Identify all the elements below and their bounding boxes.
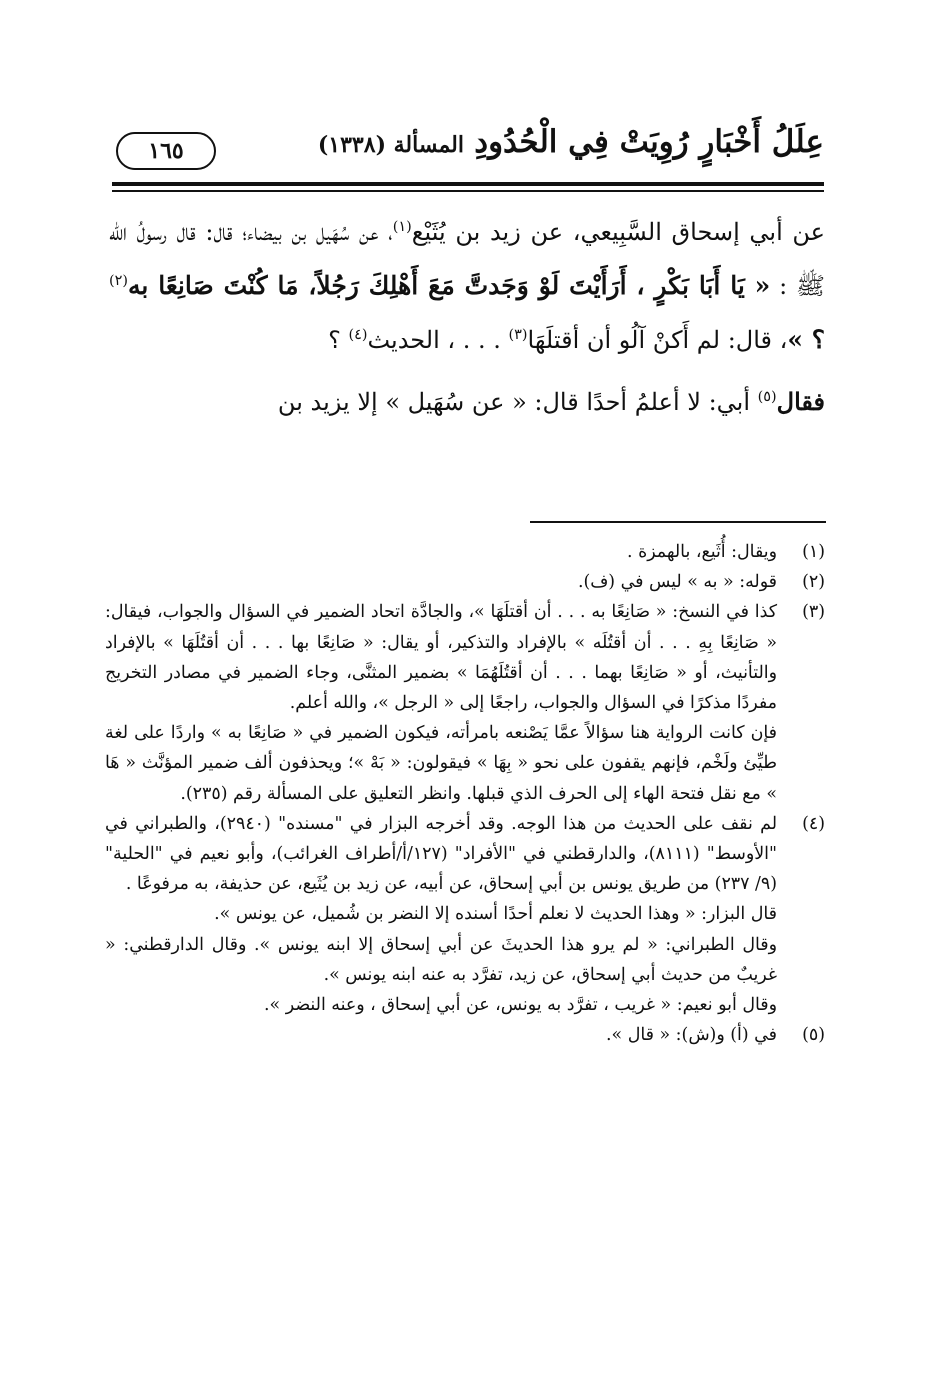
footnote-5 [105,1020,825,1050]
footnote-number: (٢) [802,572,825,593]
footnote-number: (٣) [802,602,825,623]
footnote-text: كذا في النسخ: « صَانِعًا به . . . أن أقتلَهَا »، والجادَّة اتحاد الضمير في السؤال والجواب، فيقال: « صَانِعًا بِهِ . . . أن أقتُلَه » بالإفراد والتذكير، أو يقال: « صَانِعًا بها . . . أن أقتُلَهَا » بالإفراد والتأنيث، أو « صَانِعًا بهما . . . أن أقتُلَهُمَا » بضمير المثنَّى، وجاء الضمير في مصادر التخريج مفردًا مذكرًا في السؤال والجواب، راجعًا إلى « الرجل »، والله أعلم. [105,602,777,714]
running-header [112,118,824,180]
footnote-ref-3: (٣) [508,327,528,343]
footnote-text: قوله: « به » ليس في (ف). [577,572,777,593]
footnote-ref-1: (١) [392,219,412,235]
footnote-number: (٥) [802,1025,825,1046]
text-run: ؟ [328,326,349,354]
footnote-number: (٤) [802,813,825,834]
footnotes [105,537,825,1050]
hadith-quote-end: ؟ » [787,325,825,354]
header-rule-thin [112,190,824,192]
hadith-quote: « يَا أَبَا بَكْرٍ ، أَرَأَيْتَ لَوْ وَجَدتَّ مَعَ أَهْلِكَ رَجُلاً، مَا كُنْتَ صَانِعًا به [127,271,771,300]
text-run: . . . ، الحديث [367,326,509,354]
footnote-ref-2: (٢) [109,273,128,289]
footnote-ref-5: (٥) [757,389,777,405]
text-run: فقال [776,387,825,416]
page-number-badge [116,132,216,170]
footnote-text: لم نقف على الحديث من هذا الوجه. وقد أخرجه البزار في "مسنده" (٢٩٤٠)، والطبراني في "الأوسط" (٨١١١)، والدارقطني في "الأفراد" (١٢٧/أ/أطراف الغرائب)، وأبو نعيم في "الحلية" (٩/ ٢٣٧) من طريق يونس بن أبي إسحاق، عن أبيه، عن زيد بن يُثَيع، عن حذيفة، به مرفوعًا . [105,813,777,895]
book-title: عِلَلُ أَخْبَارٍ رُوِيَتْ فِي الْحُدُودِ [474,124,824,160]
text-run: ، قال: لم أَكنْ آلُو أن أقتلَهَا [527,326,788,354]
footnote-text: قال البزار: « وهذا الحديث لا نعلم أحدًا أسنده إلا النضر بن شُميل، عن يونس ». [214,904,777,925]
main-text [109,206,825,429]
text-run: عن أبي إسحاق السَّبِيعي، عن زيد بن يُثَيْع [411,218,825,246]
footnote-3 [105,597,825,808]
footnote-ref-4: (٤) [348,327,368,343]
footnote-text: في (أ) و(ش): « قال ». [606,1025,777,1046]
header-rule-thick [112,182,824,186]
text-run: ، عن سُهَيل بن بيضاء؛ قال: قال رسولُ الله ﷺ : [109,218,825,300]
text-run: أبي: لا أعلمُ أحدًا قال: « عن سُهَيل » إلا يزيد بن [277,388,758,416]
footnote-text: وقال الطبراني: « لم يرو هذا الحديثَ عن أبي إسحاق إلا ابنه يونس ». وقال الدارقطني: « غريبٌ من حديث أبي إسحاق، عن زيد، تفرَّد به عنه ابنه يونس ». [105,934,777,985]
footnote-number: (١) [802,542,825,562]
footnote-text: ويقال: أُثَيع، بالهمزة . [627,542,777,562]
footnote-text: فإن كانت الرواية هنا سؤالاً عمَّا يَصْنعه بامرأته، فيكون الضمير في « صَانِعًا به » واردًا على لغة طيِّئ ولَخْم، فإنهم يقفون على نحو « بِهَا » فيقولون: « بَهْ »؛ ويحذفون ألف ضمير المؤنَّث « هَا » مع نقل فتحة الهاء إلى الحرف الذي قبلها. وانظر التعليق على المسألة رقم (٢٣٥). [105,723,777,804]
footnote-4 [105,809,825,1020]
footnote-text: وقال أبو نعيم: « غريب ، تفرَّد به يونس، عن أبي إسحاق ، وعنه النضر ». [264,995,777,1016]
main-paragraph-2 [109,375,825,429]
main-paragraph-1 [109,206,825,367]
footnote-separator [530,521,826,523]
page-number: ١٦٥ [148,138,184,164]
footnote-1 [105,537,825,567]
footnote-2 [105,567,825,597]
issue-label: المسألة (١٣٣٨) [317,132,464,158]
